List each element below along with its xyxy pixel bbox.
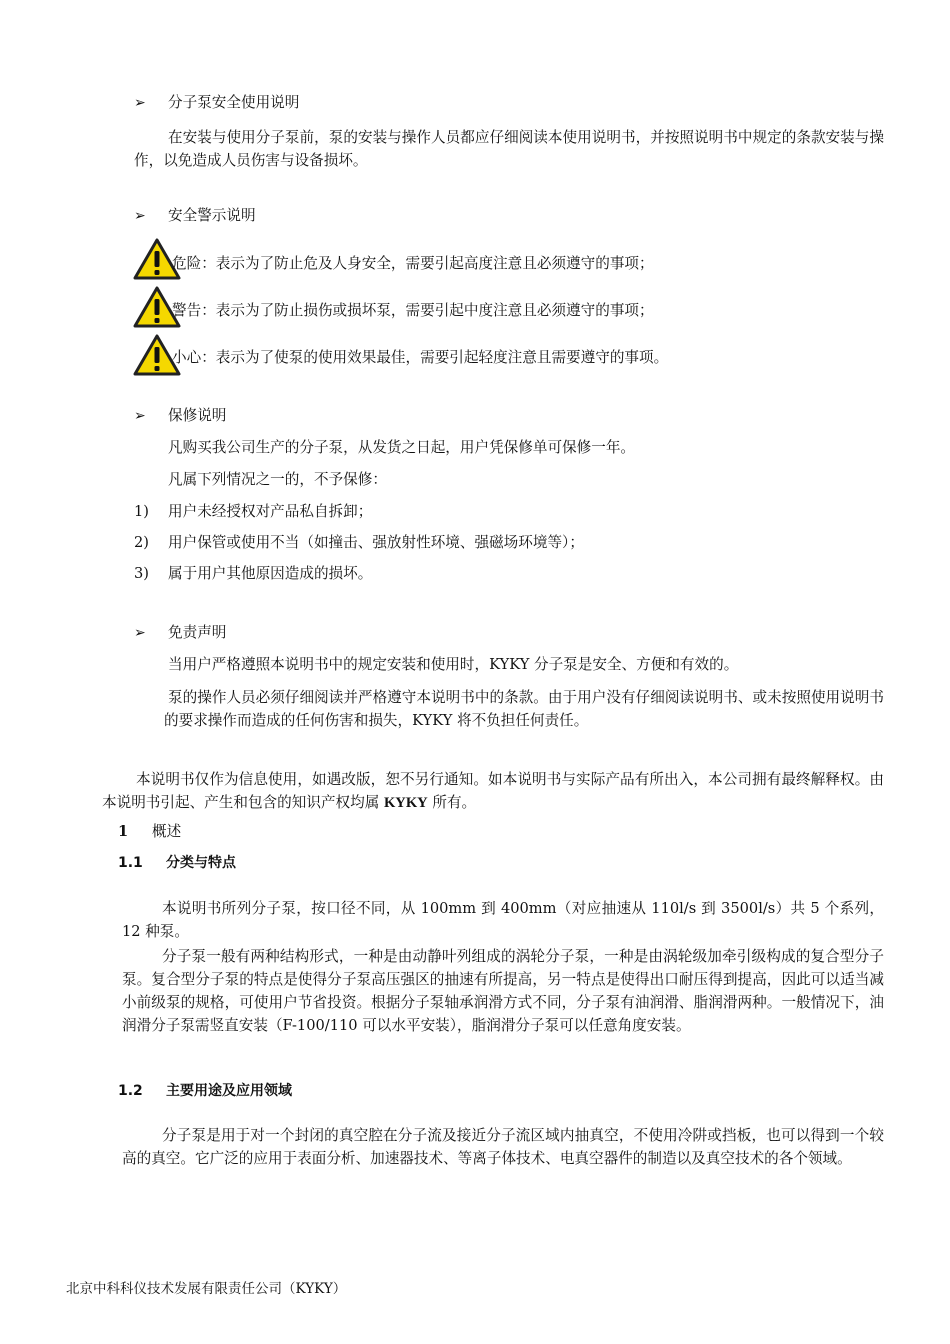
- list-item-number: 1): [134, 503, 149, 520]
- chapter-number: 1: [118, 823, 129, 840]
- page-footer: 北京中科科仪技术发展有限责任公司（KYKY）: [66, 1281, 347, 1297]
- bullet-arrow-icon: ➢: [134, 95, 146, 111]
- section-heading-disclaimer: 免责声明: [168, 624, 227, 641]
- notice-paragraph: [102, 768, 884, 815]
- bullet-arrow-icon: ➢: [134, 208, 146, 224]
- section-heading-safety: 分子泵安全使用说明: [168, 94, 300, 111]
- section-heading-warranty: 保修说明: [168, 407, 227, 424]
- warranty-paragraph: 凡购买我公司生产的分子泵，从发货之日起，用户凭保修单可保修一年。: [168, 439, 636, 456]
- bullet-arrow-icon: ➢: [134, 408, 146, 424]
- list-item: 属于用户其他原因造成的损坏。: [168, 565, 373, 582]
- list-item-number: 2): [134, 534, 149, 551]
- brand-name: KYKY: [383, 795, 428, 811]
- section-number: 1.2: [118, 1083, 143, 1099]
- warning-danger-text: 危险：表示为了防止危及人身安全，需要引起高度注意且必须遵守的事项；: [172, 255, 654, 272]
- disclaimer-paragraph: 当用户严格遵照本说明书中的规定安装和使用时，KYKY 分子泵是安全、方便和有效的。: [168, 656, 739, 673]
- list-item: 用户未经授权对产品私自拆卸；: [168, 503, 373, 520]
- warning-caution-text: 警告：表示为了防止损伤或损坏泵，需要引起中度注意且必须遵守的事项；: [172, 302, 654, 319]
- section-paragraph: 本说明书所列分子泵，按口径不同，从 100mm 到 400mm（对应抽速从 110l/s 到 3500l/s）共 5 个系列，12 种泵。: [122, 900, 884, 940]
- safety-paragraph: 在安装与使用分子泵前，泵的安装与操作人员都应仔细阅读本使用说明书，并按照说明书中规定的条款安装与操作，以免造成人员伤害与设备损坏。: [134, 129, 884, 169]
- list-item-number: 3): [134, 565, 149, 582]
- warning-notice-text: 小心：表示为了使泵的使用效果最佳，需要引起轻度注意且需要遵守的事项。: [172, 349, 669, 366]
- bullet-arrow-icon: ➢: [134, 625, 146, 641]
- list-item: 用户保管或使用不当（如撞击、强放射性环境、强磁场环境等）；: [168, 534, 584, 551]
- section-paragraph: 分子泵一般有两种结构形式，一种是由动静叶列组成的涡轮分子泵，一种是由涡轮级加牵引级构成的复合型分子泵。复合型分子泵的特点是使得分子泵高压强区的抽速有所提高，另一特点是使得出口耐压得到提高，因此可以适当减小前级泵的规格，可使用户节省投资。根据分子泵轴承润滑方式不同，分子泵有油润滑、脂润滑两种。一般情况下，油润滑分子泵需竖直安装（F-100/110 可以水平安装），脂润滑分子泵可以任意角度安装。: [122, 948, 884, 1034]
- section-title: 分类与特点: [166, 855, 236, 871]
- notice-text: 本说明书仅作为信息使用，如遇改版，恕不另行通知。如本说明书与实际产品有所出入，本公司拥有最终解释权。由本说明书引起、产生和包含的知识产权均属: [102, 771, 884, 811]
- section-title: 主要用途及应用领域: [166, 1083, 292, 1099]
- disclaimer-paragraph: 泵的操作人员必须仔细阅读并严格遵守本说明书中的条款。由于用户没有仔细阅读说明书、或未按照使用说明书的要求操作而造成的任何伤害和损失，KYKY 将不负担任何责任。: [164, 689, 884, 729]
- section-number: 1.1: [118, 855, 143, 871]
- section-heading-warnings: 安全警示说明: [168, 207, 256, 224]
- section-paragraph: 分子泵是用于对一个封闭的真空腔在分子流及接近分子流区域内抽真空，不使用冷阱或挡板，也可以得到一个较高的真空。它广泛的应用于表面分析、加速器技术、等离子体技术、电真空器件的制造以及真空技术的各个领域。: [122, 1127, 884, 1167]
- warranty-exclusion-intro: 凡属下列情况之一的，不予保修：: [168, 471, 387, 488]
- notice-text-end: 所有。: [427, 794, 477, 811]
- chapter-title: 概述: [152, 823, 182, 840]
